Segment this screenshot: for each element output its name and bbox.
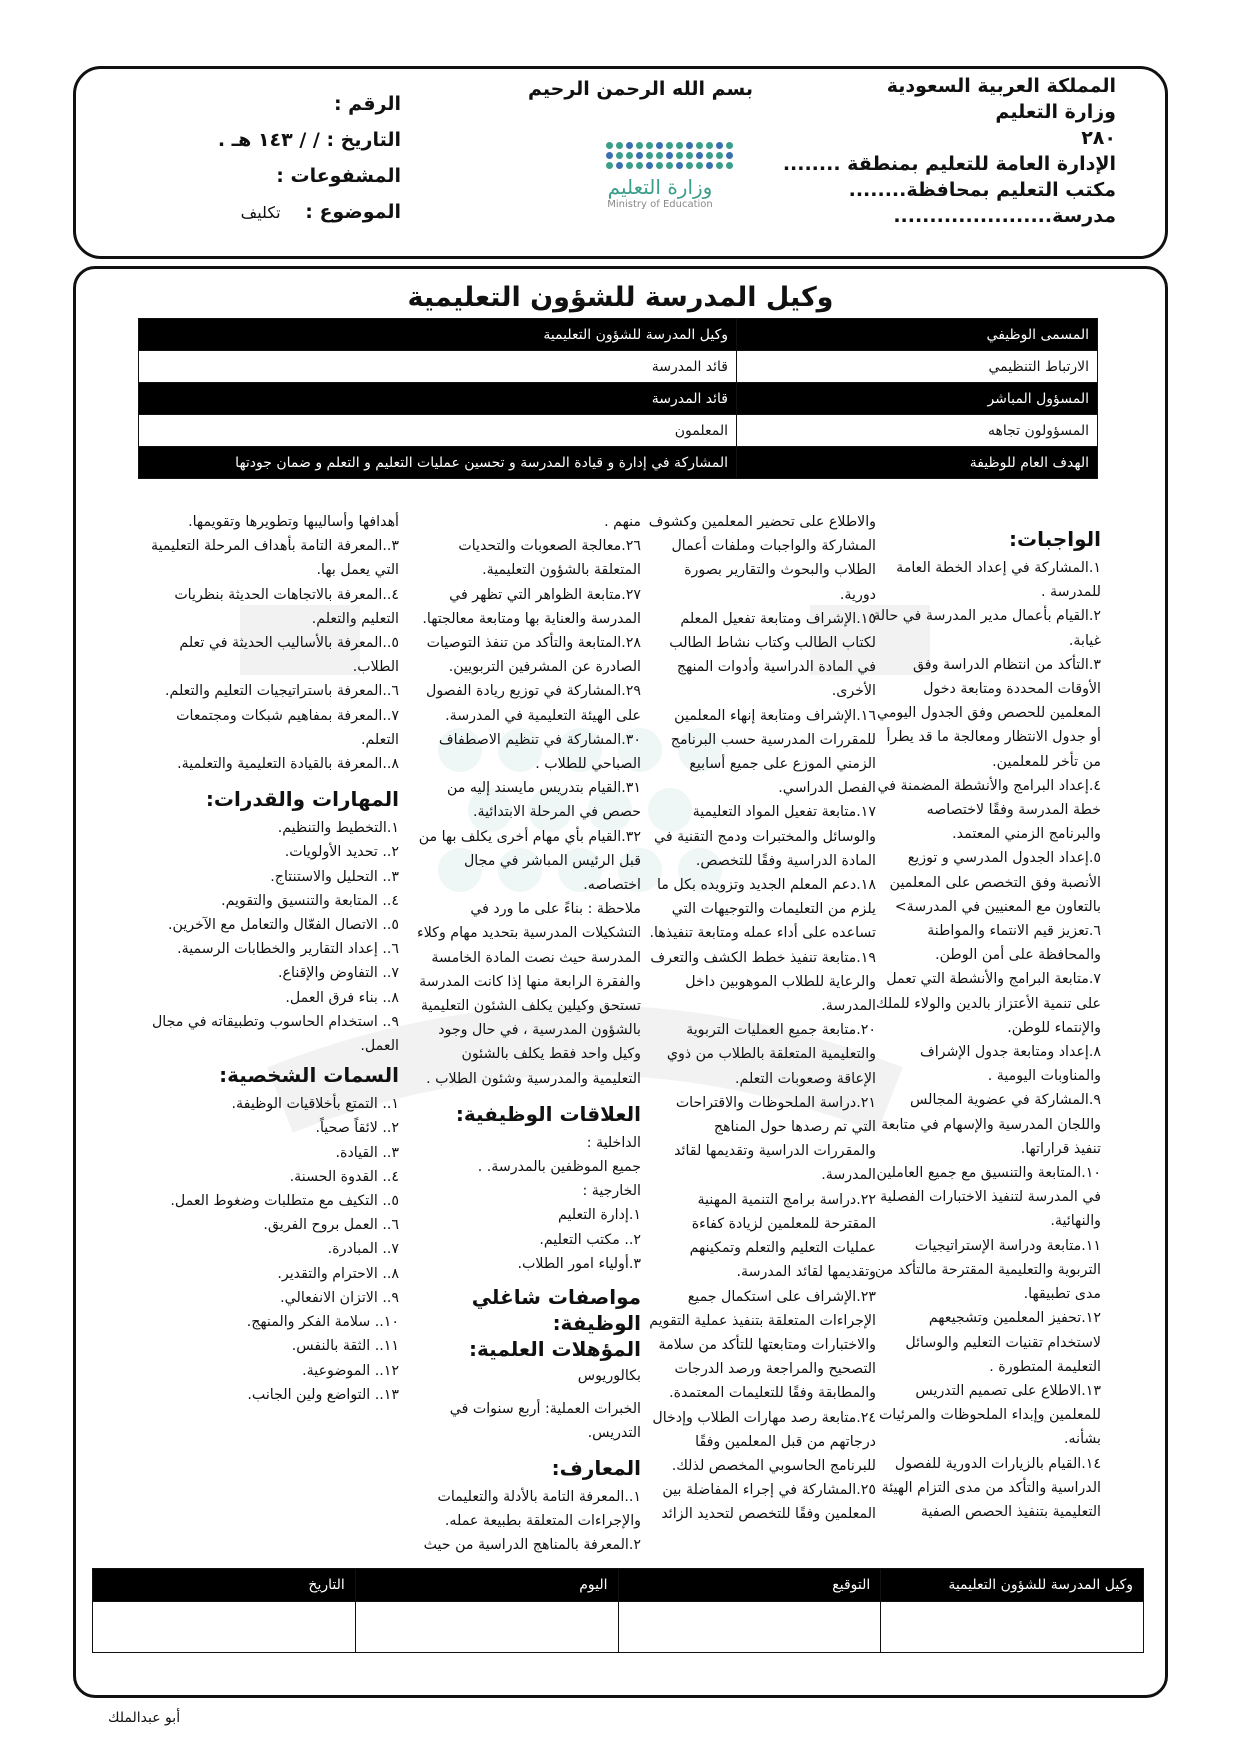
list-item: ١٢.تحفيز المعلمين وتشجيعهم لاستخدام تقنيات التعليم والوسائل التعليمة المتطورة .	[905, 1310, 1101, 1375]
signature-body-row	[93, 1602, 1144, 1653]
table-value: وكيل المدرسة للشؤون التعليمية	[139, 319, 737, 351]
list-item: ١١.. الثقة بالنفس.	[291, 1338, 399, 1355]
qualifications-value: بكالوريوس	[577, 1368, 641, 1385]
list-item: ١٢.. الموضوعية.	[302, 1362, 399, 1379]
specs-heading: مواصفات شاغلي الوظيفة:	[471, 1285, 641, 1336]
list-item: ٦.تعزيز قيم الانتماء والمواطنة والمحافظة على أمن الوطن.	[927, 923, 1101, 964]
list-item: ١٦.الإشراف ومتابعة إنهاء المعلمين للمقررات المدرسية حسب البرنامج الزمني الموزع على جميع أسابيع الفصل الدراسي.	[670, 707, 876, 797]
skills-heading: المهارات والقدرات:	[205, 787, 399, 812]
knowledge-list	[415, 1485, 641, 1558]
knowledge-heading: المعارف:	[551, 1455, 641, 1480]
list-item: ٩.. الاتزان الانفعالي.	[280, 1289, 399, 1306]
list-item: ٢٦.معالجة الصعوبات والتحديات المتعلقة بالشؤون التعليمية.	[458, 538, 641, 579]
subject-label: الموضوع :	[305, 201, 401, 223]
header-right-block	[783, 73, 1116, 229]
subject-row	[218, 194, 401, 231]
table-row	[139, 447, 1098, 479]
basmala: بسم الله الرحمن الرحيم	[528, 78, 753, 100]
duties-tail-list	[415, 510, 641, 1091]
ministry-line: وزارة التعليم	[995, 101, 1116, 123]
duties-heading: الواجبات:	[1009, 527, 1101, 551]
list-item: ١٥.الإشراف ومتابعة تفعيل المعلم لكتاب الطالب وكتاب نشاط الطالب في المادة الدراسية وأدوات المنهج الأخرى.	[669, 610, 876, 700]
list-item: ٨..المعرفة بالقيادة التعليمية والتعلمية.	[177, 756, 399, 773]
table-key: الهدف العام للوظيفة	[737, 447, 1098, 479]
page-title: وكيل المدرسة للشؤون التعليمية	[407, 282, 834, 313]
list-item: ٤.إعداد البرامج والأنشطة المضمنة في خطة المدرسة وفقًا لاختصاصه والبرنامج الزمني المعتمد.	[877, 777, 1101, 843]
relations-list	[415, 1131, 641, 1276]
list-item: ملاحظة : بناءً على ما ورد في التشكيلات المدرسية بتحديد مهام وكلاء المدرسة حيث نصت المادة الخامسة والفقرة الرابعة منها إذا كانت المدرسة تستحق وكيلين يكلف الشئون التعليمية بالشؤون المدرسية ، في حال وجود وكيل واحد فقط يكلف بالشئون التعليمية والمدرسية وشئون الطلاب .	[417, 901, 641, 1087]
list-item: ٢.. لائقاً صحياً.	[315, 1120, 399, 1137]
knowledge-continued-list	[149, 510, 399, 776]
list-item: ٣.. القيادة.	[335, 1144, 399, 1161]
list-item: ١.إدارة التعليم	[558, 1207, 641, 1224]
logo-arabic-text: وزارة التعليم	[607, 175, 713, 199]
list-item: ١٩.متابعة تنفيذ خطط الكشف والتعرف والرعاية للطلاب الموهوبين داخل المدرسة.	[650, 949, 876, 1015]
signature-header-row	[93, 1569, 1144, 1602]
list-item: ٩.. استخدام الحاسوب وتطبيقاته في مجال العمل.	[151, 1013, 399, 1055]
list-item: ٣٢.القيام بأي مهام أخرى يكلف بها من قبل الرئيس المباشر في مجال اختصاصه.	[418, 828, 641, 894]
duties-list	[873, 556, 1101, 1524]
list-item: ٨.. الاحترام والتقدير.	[277, 1265, 399, 1282]
list-item: ١٠.المتابعة والتنسيق مع جميع العاملين في المدرسة لتنفيذ الاختبارات الفصلية والنهائية.	[876, 1165, 1101, 1230]
list-item: ٢٥.المشاركة في إجراء المفاضلة بين المعلمين وفقًا للتخصص لتحديد الزائد	[661, 1482, 876, 1523]
signature-header-cell: وكيل المدرسة للشؤون التعليمية	[881, 1569, 1144, 1602]
list-item: ١٠.. سلامة الفكر والمنهج.	[246, 1314, 399, 1331]
list-item: ٦..المعرفة باستراتيجيات التعليم والتعلم.	[165, 683, 399, 700]
table-key: المسمى الوظيفي	[737, 319, 1098, 351]
list-item: ٦.. إعداد التقارير والخطابات الرسمية.	[177, 941, 399, 958]
list-item: ٨.. بناء فرق العمل.	[285, 989, 399, 1006]
list-item: ١.. التمتع بأخلاقيات الوظيفة.	[231, 1096, 399, 1113]
list-item: ١٤.القيام بالزيارات الدورية للفصول الدراسية والتأكد من مدى التزام الهيئة التعليمية بتنفيذ الحصص الصفية	[881, 1455, 1101, 1520]
signature-header-cell: التوقيع	[618, 1569, 881, 1602]
ref-number-label: الرقم :	[333, 93, 401, 115]
list-item: ٢٠.متابعة جميع العمليات التربوية والتعليمية المتعلقة بالطلاب من ذوي الإعاقة وصعوبات التعلم.	[666, 1022, 876, 1087]
list-item: ٢.. مكتب التعليم.	[539, 1231, 641, 1248]
table-key: الارتباط التنظيمي	[737, 351, 1098, 383]
list-item: منهم .	[604, 514, 641, 530]
list-item: ٢٩.المشاركة في توزيع ريادة الفصول على الهيئة التعليمية في المدرسة.	[426, 683, 641, 724]
list-item: جميع الموظفين بالمدرسة. .	[477, 1159, 641, 1176]
list-item: ٧..المعرفة بمفاهيم شبكات ومجتمعات التعلم.	[176, 707, 399, 748]
qualifications-row	[415, 1336, 641, 1388]
list-item: ٥.إعداد الجدول المدرسي و توزيع الأنصبة وفق التخصص على المعلمين بالتعاون مع المعنيين في المدرسة>	[889, 850, 1101, 915]
list-item: ٣٠.المشاركة في تنظيم الاصطفاف الصباحي للطلاب .	[438, 731, 641, 773]
signature-name-cell[interactable]	[881, 1602, 1144, 1653]
skills-list	[149, 816, 399, 1058]
logo-english-text: Ministry of Education	[607, 199, 713, 210]
relations-column	[415, 510, 641, 1558]
list-item: أهدافها وأساليبها وتطويرها وتقويمها.	[188, 514, 399, 530]
list-item: ٦.. العمل بروح الفريق.	[263, 1217, 399, 1234]
signature-day-cell[interactable]	[355, 1602, 618, 1653]
list-item: الداخلية :	[586, 1134, 641, 1151]
list-item: ٨.إعداد ومتابعة جدول الإشراف والمناوبات اليومية .	[919, 1044, 1101, 1085]
list-item: ٢.. تحديد الأولويات.	[284, 844, 399, 861]
duties-column	[873, 522, 1101, 1524]
signature-header-cell: اليوم	[355, 1569, 618, 1602]
list-item: ٧.. المبادرة.	[327, 1241, 399, 1258]
ministry-logo	[600, 142, 720, 232]
table-value: قائد المدرسة	[139, 351, 737, 383]
table-row	[139, 351, 1098, 383]
date-label: التاريخ : / / ١٤٣ هـ .	[217, 129, 401, 151]
kingdom-line: المملكة العربية السعودية	[886, 75, 1116, 97]
list-item: ٣.التأكد من انتظام الدراسة وفق الأوقات المحددة ومتابعة دخول المعلمين للحصص وفق الجدول اليومي أو جدول الانتظار ومعالجة ما قد يطرأ من تأخر للمعلمين.	[877, 656, 1101, 770]
traits-heading: السمات الشخصية:	[219, 1063, 399, 1088]
table-value: قائد المدرسة	[139, 383, 737, 415]
list-item: ١.التخطيط والتنظيم.	[277, 820, 399, 837]
office-line: مكتب التعليم بمحافظة........	[848, 179, 1116, 201]
list-item: ٥..المعرفة بالأساليب الحديثة في تعلم الطلاب.	[179, 635, 399, 676]
list-item: ٤..المعرفة بالاتجاهات الحديثة بنظريات التعليم والتعلم.	[174, 586, 399, 627]
list-item: والاطلاع على تحضير المعلمين وكشوف المشاركة والواجبات وملفات أعمال الطلاب والبحوث والتقارير بصورة دورية.	[648, 514, 876, 603]
list-item: ٢٤.متابعة رصد مهارات الطلاب وإدخال درجاتهم من قبل المعلمين وفقًا للبرنامج الحاسوبي المخصص لذلك.	[652, 1409, 876, 1474]
qualifications-heading: المؤهلات العلمية:	[469, 1337, 641, 1362]
table-row	[139, 319, 1098, 351]
experience-text: الخبرات العملية: أربع سنوات في التدريس.	[449, 1400, 641, 1441]
list-item: ١١.متابعة ودراسة الإستراتيجيات التربوية والتعليمية المقترحة مالتأكد من مدى تطبيقها.	[874, 1237, 1101, 1303]
list-item: ٥.. الاتصال الفعّال والتعامل مع الآخرين.	[168, 917, 399, 934]
region-line: الإدارة العامة للتعليم بمنطقة ........	[782, 153, 1116, 175]
signature-sign-cell[interactable]	[618, 1602, 881, 1653]
duties-continued-list	[648, 510, 876, 1527]
signature-header-cell: التاريخ	[93, 1569, 356, 1602]
list-item: ١..المعرفة التامة بالأدلة والتعليمات والإجراءات المتعلقة بطبيعة عمله.	[437, 1488, 641, 1530]
list-item: ٢.القيام بأعمال مدير المدرسة في حالة غيابة.	[873, 608, 1101, 649]
attachments-label: المشفوعات :	[276, 165, 401, 187]
duties-continued-column	[648, 510, 876, 1527]
list-item: ٤.. المتابعة والتنسيق والتقويم.	[221, 892, 399, 909]
table-row	[139, 383, 1098, 415]
author-footer: أبو عبدالملك	[108, 1710, 181, 1726]
list-item: ٧.. التفاوض والإقناع.	[278, 965, 399, 982]
list-item: الخارجية :	[582, 1183, 641, 1200]
subject-value: تكليف	[240, 203, 281, 222]
list-item: ١٨.دعم المعلم الجديد وتزويده بكل ما يلزم من التعليمات والتوجيهات التي تساعده على أداء عمله ومتابعة تنفيذها.	[649, 877, 876, 942]
signature-table	[92, 1568, 1144, 1653]
logo-dots-icon	[606, 142, 720, 169]
list-item: ١٣.الاطلاع على تصميم التدريس للمعلمين وإبداء الملحوظات والمرئيات بشأنه.	[878, 1382, 1101, 1448]
number-line: ٢٨٠	[1081, 127, 1116, 149]
list-item: ٢٨.المتابعة والتأكد من تنفذ التوصيات الصادرة عن المشرفين التربويين.	[426, 635, 641, 676]
table-value: المشاركة في إدارة و قيادة المدرسة و تحسين عمليات التعليم و التعلم و ضمان جودتها	[139, 447, 737, 479]
job-info-table	[138, 318, 1098, 479]
list-item: ٢٧.متابعة الظواهر التي تظهر في المدرسة والعناية بها ومتابعة معالجتها.	[422, 586, 641, 627]
header-left-block	[218, 86, 401, 231]
list-item: ٩.المشاركة في عضوية المجالس واللجان المدرسية والإسهام في متابعة تنفيذ قراراتها.	[881, 1092, 1101, 1157]
list-item: ١٧.متابعة تفعيل المواد التعليمية والوسائل والمختبرات ودمج التقنية في المادة الدراسية وفقًا للتخصص.	[654, 804, 876, 869]
list-item: ٥.. التكيف مع متطلبات وضغوط العمل.	[170, 1193, 399, 1210]
list-item: ٢٢.دراسة برامج التنمية المهنية المقترحة للمعلمين لزيادة كفاءة عمليات التعليم والتعلم وتمكينهم وتقديمها لقائد المدرسة.	[689, 1191, 876, 1281]
list-item: ٣.. التحليل والاستنتاج.	[270, 868, 399, 885]
table-row	[139, 415, 1098, 447]
list-item: ٣١.القيام بتدريس مايسند إليه من حصص في المرحلة الابتدائية.	[446, 780, 641, 821]
signature-date-cell[interactable]	[93, 1602, 356, 1653]
list-item: ٢٣.الإشراف على استكمال جميع الإجراءات المتعلقة بتنفيذ عملية التقويم والاختبارات ومتابعتها للتأكد من سلامة التصحيح والمراجعة ورصد الدرجات والمطابقة وفقًا للتعليمات المعتمدة.	[649, 1288, 876, 1402]
list-item: ٤.. القدوة الحسنة.	[289, 1168, 399, 1185]
table-key: المسؤول المباشر	[737, 383, 1098, 415]
table-key: المسؤولون تجاهه	[737, 415, 1098, 447]
table-value: المعلمون	[139, 415, 737, 447]
school-line: مدرسة......................	[893, 205, 1116, 227]
traits-list	[149, 1092, 399, 1407]
list-item: ١٣.. التواضع ولين الجانب.	[247, 1386, 399, 1403]
list-item: ٧.متابعة البرامج والأنشطة التي تعمل على تنمية الأعتزاز بالدين والولاء للملك والإنتماء للوطن.	[875, 971, 1101, 1036]
skills-column	[149, 510, 399, 1407]
list-item: ١.المشاركة في إعداد الخطة العامة للمدرسة .	[896, 560, 1101, 601]
list-item: ٢.المعرفة بالمناهج الدراسية من حيث	[423, 1537, 641, 1554]
relations-heading: العلاقات الوظيفية:	[455, 1101, 641, 1126]
list-item: ٢١.دراسة الملحوظات والاقتراحات التي تم رصدها حول المناهج والمقررات الدراسية وتقديمها لقائد المدرسة.	[674, 1094, 876, 1184]
list-item: ٣..المعرفة التامة بأهداف المرحلة التعليمية التي يعمل بها.	[151, 538, 399, 579]
list-item: ٣.أولياء امور الطلاب.	[517, 1255, 641, 1272]
